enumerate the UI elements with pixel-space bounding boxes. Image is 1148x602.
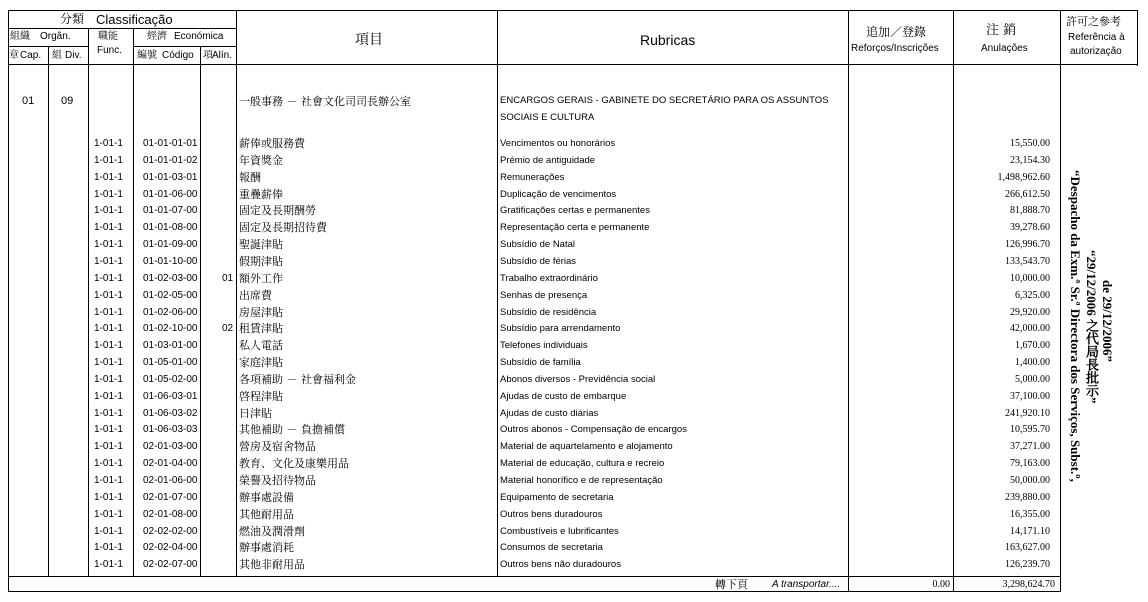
row-func: 1-01-1 <box>94 172 123 183</box>
organ-pt: Orgân. <box>40 31 71 42</box>
row-func: 1-01-1 <box>94 138 123 149</box>
func-cn: 職能 <box>98 31 118 42</box>
row-anulacao: 266,612.50 <box>1005 189 1050 200</box>
row-rubrica-pt: Ajudas de custo diárias <box>500 408 599 419</box>
row-anulacao: 42,000.00 <box>1010 323 1050 334</box>
row-item-cn: 假期津貼 <box>239 255 283 268</box>
row-func: 1-01-1 <box>94 391 123 402</box>
row-anulacao: 133,543.70 <box>1005 256 1050 267</box>
row-item-cn: 重疊薪俸 <box>239 188 283 201</box>
row-item-cn: 教育、文化及康樂用品 <box>239 457 349 470</box>
row-item-cn: 租賃津貼 <box>239 322 283 335</box>
row-codigo: 02-02-07-00 <box>143 559 198 570</box>
row-codigo: 02-01-08-00 <box>143 509 198 520</box>
row-codigo: 02-02-02-00 <box>143 526 198 537</box>
row-func: 1-01-1 <box>94 559 123 570</box>
row-item-cn: 出席費 <box>239 289 272 302</box>
section-title-cn: 一般事務 － 社會文化司司長辦公室 <box>239 95 411 108</box>
row-codigo: 01-06-03-01 <box>143 391 198 402</box>
row-item-cn: 各項補助 － 社會福利金 <box>239 373 356 386</box>
row-anulacao: 10,000.00 <box>1010 273 1050 284</box>
row-anulacao: 37,271.00 <box>1010 441 1050 452</box>
row-rubrica-pt: Outros bens duradouros <box>500 509 603 520</box>
row-item-cn: 固定及長期酬勞 <box>239 204 316 217</box>
row-rubrica-pt: Equipamento de secretaria <box>500 492 614 503</box>
row-anulacao: 126,239.70 <box>1005 559 1050 570</box>
row-anulacao: 29,920.00 <box>1010 307 1050 318</box>
row-rubrica-pt: Telefones individuais <box>500 340 588 351</box>
row-item-cn: 報酬 <box>239 171 261 184</box>
row-item-cn: 燃油及潤滑劑 <box>239 525 305 538</box>
row-codigo: 02-01-07-00 <box>143 492 198 503</box>
row-item-cn: 固定及長期招待費 <box>239 221 327 234</box>
ref-pt-1: Referência à <box>1068 32 1125 43</box>
cap-pt: Cap. <box>20 50 42 61</box>
row-item-cn: 薪俸或服務費 <box>239 137 305 150</box>
row-anulacao: 14,171.10 <box>1010 526 1050 537</box>
row-func: 1-01-1 <box>94 290 123 301</box>
row-func: 1-01-1 <box>94 374 123 385</box>
row-func: 1-01-1 <box>94 307 123 318</box>
anulacoes-cn: 注 銷 <box>986 23 1017 38</box>
func-pt: Func. <box>97 45 123 56</box>
row-item-cn: 辦事處消耗 <box>239 541 294 554</box>
row-anulacao: 1,400.00 <box>1015 357 1050 368</box>
row-anulacao: 50,000.00 <box>1010 475 1050 486</box>
reforcos-cn: 追加／登錄 <box>866 25 927 39</box>
anulacoes-total: 3,298,624.70 <box>1002 579 1055 590</box>
row-rubrica-pt: Trabalho extraordinário <box>500 273 598 284</box>
alin-pt: Alín. <box>212 50 233 61</box>
row-rubrica-pt: Representação certa e permanente <box>500 222 650 233</box>
div-cn: 組 <box>52 50 62 61</box>
ref-cn: 許可之參考 <box>1066 15 1121 28</box>
row-codigo: 01-02-06-00 <box>143 307 198 318</box>
row-alin: 02 <box>222 323 234 334</box>
row-rubrica-pt: Subsídio de residência <box>500 307 597 318</box>
section-div: 09 <box>61 95 74 107</box>
row-func: 1-01-1 <box>94 492 123 503</box>
econ-pt: Económica <box>174 31 224 42</box>
row-codigo: 01-01-01-01 <box>143 138 198 149</box>
div-pt: Div. <box>65 50 82 61</box>
alin-cn: 項 <box>203 50 213 61</box>
row-func: 1-01-1 <box>94 526 123 537</box>
row-item-cn: 其他非耐用品 <box>239 558 305 571</box>
row-func: 1-01-1 <box>94 475 123 486</box>
row-codigo: 01-02-05-00 <box>143 290 198 301</box>
row-codigo: 01-01-09-00 <box>143 239 198 250</box>
row-codigo: 01-06-03-03 <box>143 424 198 435</box>
row-item-cn: 其他補助 － 負擔補償 <box>239 423 345 436</box>
row-func: 1-01-1 <box>94 441 123 452</box>
row-anulacao: 10,595.70 <box>1010 424 1050 435</box>
classification-cn: 分類 <box>60 12 85 26</box>
row-codigo: 01-03-01-00 <box>143 340 198 351</box>
row-anulacao: 39,278.60 <box>1010 222 1050 233</box>
row-codigo: 02-01-03-00 <box>143 441 198 452</box>
reforcos-pt: Reforços/Inscrições <box>851 43 939 54</box>
row-item-cn: 額外工作 <box>239 272 283 285</box>
row-anulacao: 6,325.00 <box>1015 290 1050 301</box>
row-rubrica-pt: Combustíveis e lubrificantes <box>500 526 619 537</box>
row-anulacao: 15,550.00 <box>1010 138 1050 149</box>
row-codigo: 02-02-04-00 <box>143 542 198 553</box>
row-anulacao: 16,355.00 <box>1010 509 1050 520</box>
row-rubrica-pt: Prémio de antiguidade <box>500 155 596 166</box>
row-func: 1-01-1 <box>94 458 123 469</box>
row-item-cn: 家庭津貼 <box>239 356 283 369</box>
authorization-line-c: de 29/12/2006” <box>1100 280 1115 362</box>
itens-header: 項目 <box>355 32 383 48</box>
row-rubrica-pt: Abonos diversos - Previdência social <box>500 374 656 385</box>
transport-cn: 轉下頁 <box>715 578 748 591</box>
section-title-pt-1: ENCARGOS GERAIS - GABINETE DO SECRETÁRIO PARA OS ASSUNTOS <box>500 95 829 106</box>
row-codigo: 01-01-06-00 <box>143 189 198 200</box>
row-func: 1-01-1 <box>94 273 123 284</box>
row-item-cn: 日津貼 <box>239 407 272 420</box>
row-func: 1-01-1 <box>94 542 123 553</box>
codigo-pt: Código <box>162 50 194 61</box>
row-anulacao: 23,154.30 <box>1010 155 1050 166</box>
row-item-cn: 私人電話 <box>239 339 283 352</box>
row-rubrica-pt: Subsídio de Natal <box>500 239 575 250</box>
row-rubrica-pt: Gratificações certas e permanentes <box>500 205 650 216</box>
row-rubrica-pt: Vencimentos ou honorários <box>500 138 616 149</box>
row-rubrica-pt: Outros abonos - Compensação de encargos <box>500 424 687 435</box>
row-item-cn: 辦事處設備 <box>239 491 294 504</box>
classification-pt: Classificação <box>96 12 173 27</box>
row-rubrica-pt: Remunerações <box>500 172 565 183</box>
row-item-cn: 聖誕津貼 <box>239 238 283 251</box>
row-func: 1-01-1 <box>94 357 123 368</box>
row-anulacao: 79,163.00 <box>1010 458 1050 469</box>
row-item-cn: 啓程津貼 <box>239 390 283 403</box>
row-rubrica-pt: Subsídio para arrendamento <box>500 323 621 334</box>
row-item-cn: 營房及宿舍物品 <box>239 440 316 453</box>
row-codigo: 01-01-07-00 <box>143 205 198 216</box>
row-rubrica-pt: Outros bens não duradouros <box>500 559 621 570</box>
row-codigo: 02-01-04-00 <box>143 458 198 469</box>
anulacoes-pt: Anulações <box>981 43 1028 54</box>
ref-pt-2: autorização <box>1070 46 1122 57</box>
authorization-line-a: “Despacho da Exm.ª Sr.ª Directora dos Serviços, Subst.º, <box>1068 170 1083 482</box>
row-func: 1-01-1 <box>94 509 123 520</box>
transport-pt: A transportar.... <box>772 579 841 590</box>
section-cap: 01 <box>22 95 35 107</box>
row-codigo: 02-01-06-00 <box>143 475 198 486</box>
row-anulacao: 1,670.00 <box>1015 340 1050 351</box>
row-anulacao: 37,100.00 <box>1010 391 1050 402</box>
row-func: 1-01-1 <box>94 205 123 216</box>
row-func: 1-01-1 <box>94 340 123 351</box>
row-rubrica-pt: Consumos de secretaria <box>500 542 603 553</box>
row-codigo: 01-01-08-00 <box>143 222 198 233</box>
rubricas-header: Rubricas <box>640 32 696 48</box>
row-codigo: 01-01-03-01 <box>143 172 198 183</box>
row-func: 1-01-1 <box>94 408 123 419</box>
row-func: 1-01-1 <box>94 239 123 250</box>
cap-cn: 章 <box>9 50 19 61</box>
row-func: 1-01-1 <box>94 424 123 435</box>
row-item-cn: 年資獎金 <box>239 154 283 167</box>
row-rubrica-pt: Senhas de presença <box>500 290 588 301</box>
organ-cn: 組織 <box>10 31 30 42</box>
row-anulacao: 81,888.70 <box>1010 205 1050 216</box>
row-rubrica-pt: Ajudas de custo de embarque <box>500 391 627 402</box>
row-func: 1-01-1 <box>94 222 123 233</box>
authorization-line-b: “29/12/2006 之代局長批示” <box>1084 250 1099 404</box>
row-alin: 01 <box>222 273 234 284</box>
row-rubrica-pt: Subsídio de família <box>500 357 581 368</box>
row-anulacao: 5,000.00 <box>1015 374 1050 385</box>
row-codigo: 01-06-03-02 <box>143 408 198 419</box>
row-item-cn: 其他耐用品 <box>239 508 294 521</box>
row-codigo: 01-01-10-00 <box>143 256 198 267</box>
row-anulacao: 239,880.00 <box>1005 492 1050 503</box>
row-func: 1-01-1 <box>94 189 123 200</box>
row-codigo: 01-05-02-00 <box>143 374 198 385</box>
reforcos-total: 0.00 <box>932 579 950 590</box>
row-func: 1-01-1 <box>94 155 123 166</box>
row-item-cn: 房屋津貼 <box>239 306 283 319</box>
row-item-cn: 榮譽及招待物品 <box>239 474 316 487</box>
row-rubrica-pt: Material de aquartelamento e alojamento <box>500 441 673 452</box>
codigo-cn: 編號 <box>137 50 157 61</box>
row-rubrica-pt: Duplicação de vencimentos <box>500 189 617 200</box>
row-codigo: 01-05-01-00 <box>143 357 198 368</box>
econ-cn: 經濟 <box>147 31 167 42</box>
row-codigo: 01-02-03-00 <box>143 273 198 284</box>
row-anulacao: 163,627.00 <box>1005 542 1050 553</box>
row-func: 1-01-1 <box>94 323 123 334</box>
section-title-pt-2: SOCIAIS E CULTURA <box>500 112 595 123</box>
row-anulacao: 126,996.70 <box>1005 239 1050 250</box>
row-anulacao: 241,920.10 <box>1005 408 1050 419</box>
row-rubrica-pt: Material de educação, cultura e recreio <box>500 458 665 469</box>
row-codigo: 01-02-10-00 <box>143 323 198 334</box>
row-func: 1-01-1 <box>94 256 123 267</box>
row-rubrica-pt: Subsídio de férias <box>500 256 577 267</box>
row-codigo: 01-01-01-02 <box>143 155 198 166</box>
row-rubrica-pt: Material honorífico e de representação <box>500 475 663 486</box>
row-anulacao: 1,498,962.60 <box>997 172 1050 183</box>
